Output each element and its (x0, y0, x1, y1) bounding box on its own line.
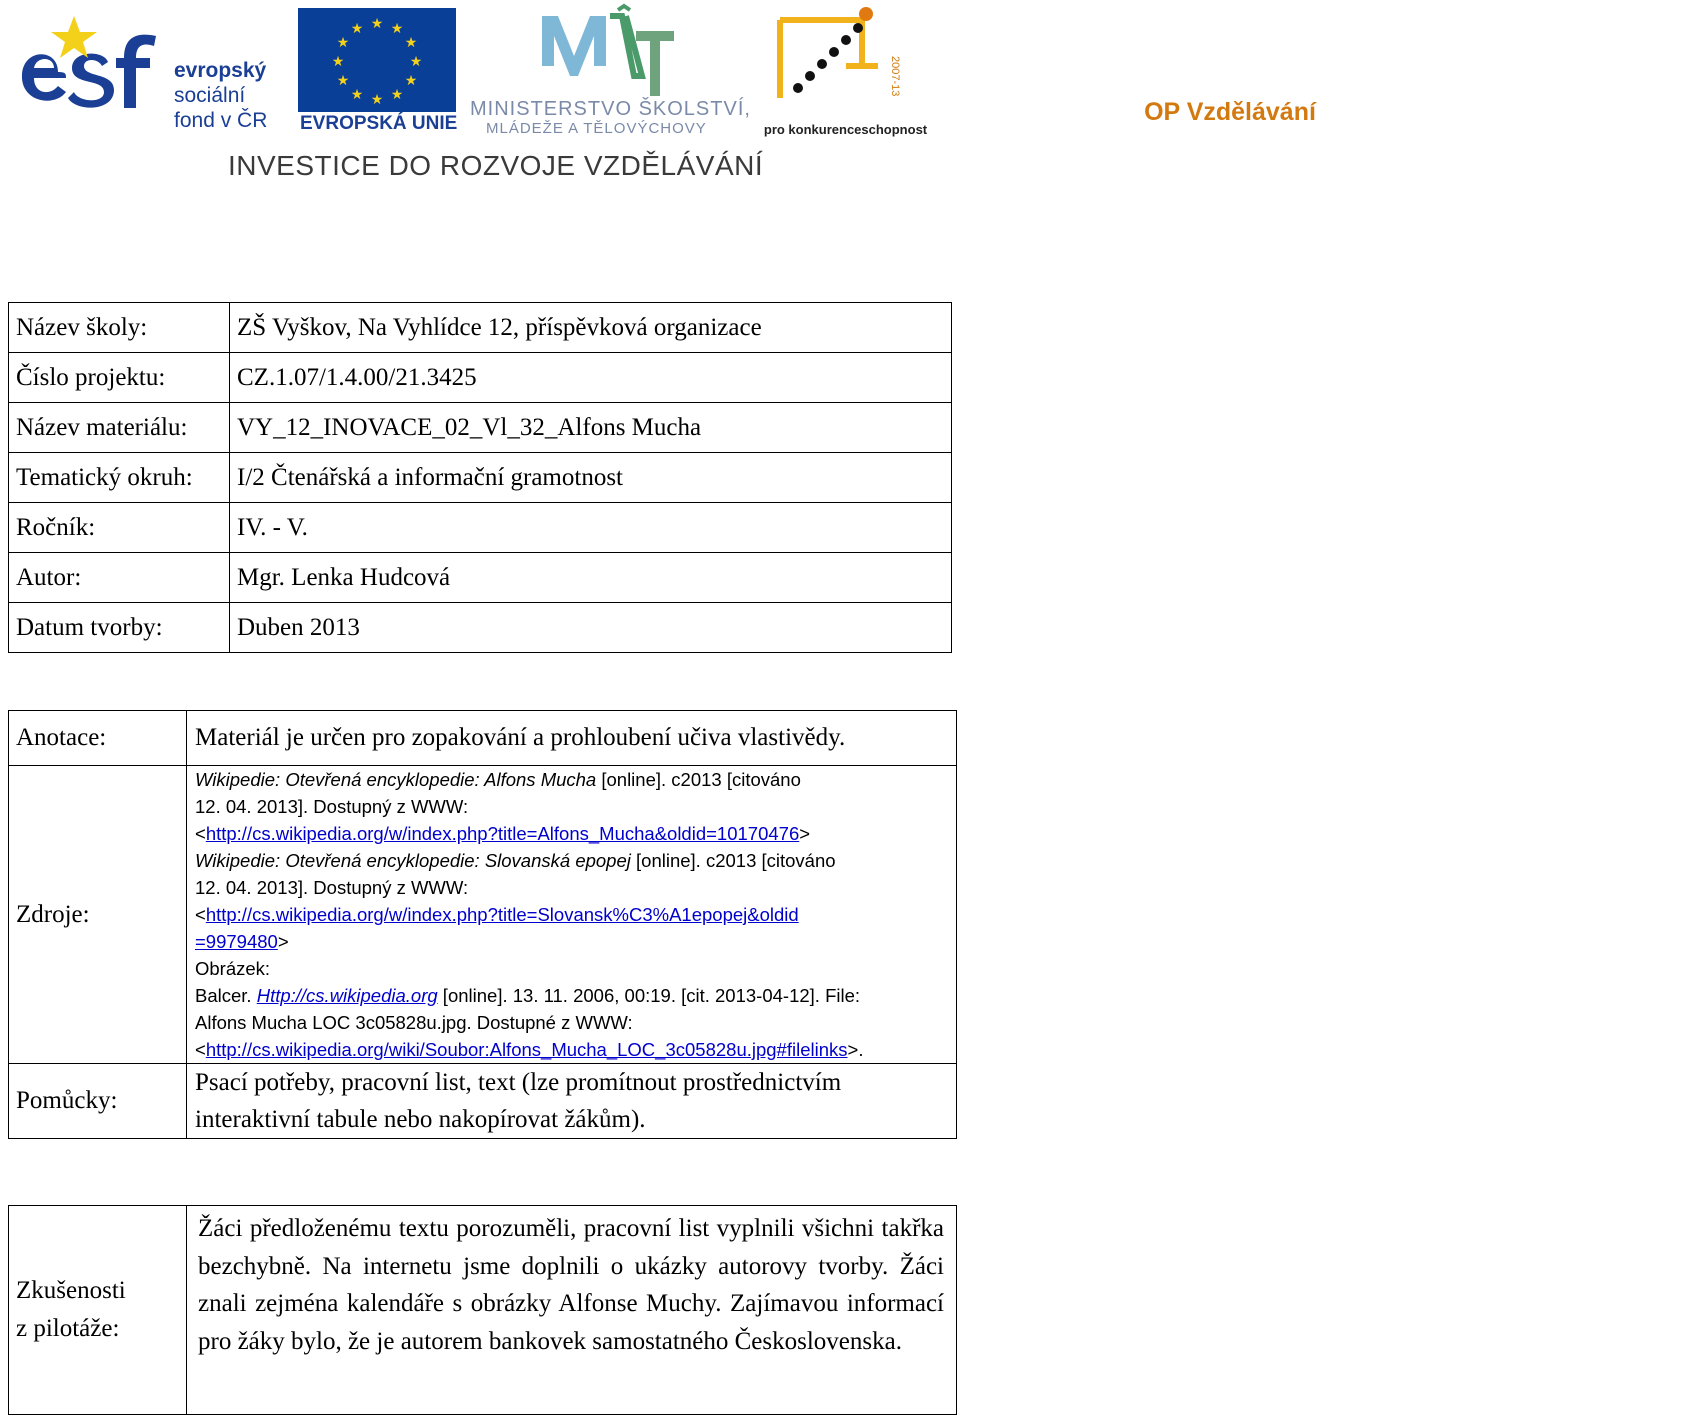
investice-banner-text: INVESTICE DO ROZVOJE VZDĚLÁVÁNÍ (228, 150, 764, 181)
svg-text:★: ★ (336, 74, 350, 89)
esf-line1: evropský (174, 59, 267, 82)
info-row (9, 453, 952, 503)
obrazek-label: Obrázek: (195, 958, 271, 979)
info-row (9, 353, 952, 403)
pilot-value: Žáci předloženému textu porozuměli, pracovní list vyplnili všichni takřka bezchybně. Na internetu jsme doplnili o ukázky autorovy tvorby. Žáci znali zejména kalendáře s obrázky Alfonse Muchy. Zajímavou informací pro žáky bylo, že je autorem bankovek samostatného Československa. (187, 1206, 957, 1415)
source-1-text: [online]. c2013 [citováno (596, 769, 801, 790)
op-logo-icon (770, 6, 900, 102)
svg-text:★: ★ (404, 74, 418, 89)
svg-text:★: ★ (350, 88, 364, 103)
esf-logo-text (174, 58, 267, 133)
svg-text:★: ★ (370, 93, 384, 108)
info-label: Autor: (9, 553, 230, 603)
info-value: VY_12_INOVACE_02_Vl_32_Alfons Mucha (237, 413, 702, 441)
source-2-text: [online]. c2013 [citováno (630, 850, 836, 871)
info-value: CZ.1.07/1.4.00/21.3425 (237, 363, 477, 391)
info-row (9, 603, 952, 653)
eu-flag-icon (298, 8, 456, 112)
svg-text:★: ★ (409, 55, 423, 70)
svg-text:★: ★ (336, 36, 350, 51)
esf-line2: sociální (174, 84, 246, 107)
info-table (8, 302, 952, 653)
zdroje-row (9, 766, 957, 1064)
eu-label: EVROPSKÁ UNIE (300, 113, 458, 134)
info-value: I/2 Čtenářská a informační gramotnost (237, 463, 623, 491)
info-row (9, 403, 952, 453)
source-1-link[interactable]: http://cs.wikipedia.org/w/index.php?title=Alfons_Mucha&oldid=10170476 (205, 823, 800, 844)
svg-text:★: ★ (331, 55, 345, 70)
anotace-value: Materiál je určen pro zopakování a prohloubení učiva vlastivědy. (187, 711, 957, 766)
source-3-text2: Alfons Mucha LOC 3c05828u.jpg. Dostupné z WWW: (195, 1012, 633, 1033)
esf-line3: fond v ČR (174, 109, 268, 132)
pomucky-value: Psací potřeby, pracovní list, text (lze promítnout prostřednictvím interaktivní tabule nebo nakopírovat žákům). (187, 1064, 957, 1139)
source-3: Obrázek: Balcer. Http://cs.wikipedia.org [online]. 13. 11. 2006, 00:19. [cit. 2013-04-12]. File: Alfons Mucha LOC 3c05828u.jpg. Dostupné z WWW: <http://cs.wikipedia.org/wiki/Soubor:Alfons_Mucha_LOC_3c05828u.jpg#filelinks>. (195, 958, 864, 1060)
svg-text:★: ★ (404, 36, 418, 51)
info-label: Název školy: (9, 303, 230, 353)
source-3-link-1[interactable]: Http://cs.wikipedia.org (256, 985, 438, 1006)
esf-logo-icon (14, 12, 164, 132)
source-2: Wikipedie: Otevřená encyklopedie: Slovanská epopej [online]. c2013 [citováno 12. 04. 2013]. Dostupný z WWW: <http://cs.wikipedia.org/w/index.php?title=Slovansk%C3%A1epopej&oldid =9979480> (195, 850, 836, 952)
source-3-author: Balcer. (195, 985, 257, 1006)
info-value: IV. - V. (237, 513, 308, 541)
pilot-label-line2: z pilotáže: (16, 1315, 120, 1342)
op-line2: pro konkurenceschopnost (763, 122, 928, 137)
svg-text:★: ★ (390, 22, 404, 37)
info-label: Ročník: (9, 503, 230, 553)
pilot-row (9, 1206, 957, 1415)
source-2-link-cont[interactable]: =9979480 (195, 931, 278, 952)
pilot-label-line1: Zkušenosti (16, 1277, 126, 1304)
op-years: 2007-13 (889, 56, 901, 97)
source-3-link-2[interactable]: http://cs.wikipedia.org/wiki/Soubor:Alfons_Mucha_LOC_3c05828u.jpg#filelinks (205, 1039, 848, 1060)
source-2-text2: 12. 04. 2013]. Dostupný z WWW: (195, 877, 469, 898)
source-2-title: Wikipedie: Otevřená encyklopedie: Slovanská epopej (195, 850, 631, 871)
op-line1: OP Vzdělávání (1144, 98, 1316, 126)
msmt-line2: MLÁDEŽE A TĚLOVÝCHOVY (486, 120, 707, 137)
info-value: Duben 2013 (237, 613, 360, 641)
info-label: Tematický okruh: (9, 453, 230, 503)
pilot-table (8, 1205, 957, 1415)
zdroje-label: Zdroje: (9, 766, 187, 1064)
pilot-label (9, 1206, 187, 1415)
info-label: Datum tvorby: (9, 603, 230, 653)
msmt-logo-icon (538, 6, 678, 98)
svg-text:★: ★ (370, 17, 384, 32)
info-value: ZŠ Vyškov, Na Vyhlídce 12, příspěvková organizace (237, 313, 762, 341)
source-3-text: [online]. 13. 11. 2006, 00:19. [cit. 2013-04-12]. File: (437, 985, 861, 1006)
source-2-link[interactable]: http://cs.wikipedia.org/w/index.php?title=Slovansk%C3%A1epopej&oldid (205, 904, 799, 925)
details-table (8, 710, 957, 1139)
anotace-label: Anotace: (9, 711, 187, 766)
pomucky-label: Pomůcky: (9, 1064, 187, 1139)
info-row (9, 553, 952, 603)
source-1: Wikipedie: Otevřená encyklopedie: Alfons Mucha [online]. c2013 [citováno 12. 04. 2013]. Dostupný z WWW: <http://cs.wikipedia.org/w/index.php?title=Alfons_Mucha&oldid=10170476> (195, 769, 811, 844)
info-value: Mgr. Lenka Hudcová (237, 563, 451, 591)
pomucky-row (9, 1064, 957, 1139)
source-1-title: Wikipedie: Otevřená encyklopedie: Alfons Mucha (195, 769, 597, 790)
info-row (9, 303, 952, 353)
zdroje-value (187, 766, 957, 1064)
info-label: Číslo projektu: (9, 353, 230, 403)
msmt-line1: MINISTERSTVO ŠKOLSTVÍ, (470, 98, 751, 120)
logo-banner (0, 0, 1316, 190)
info-label: Název materiálu: (9, 403, 230, 453)
svg-text:★: ★ (390, 88, 404, 103)
info-row (9, 503, 952, 553)
source-1-text2: 12. 04. 2013]. Dostupný z WWW: (195, 796, 469, 817)
svg-text:★: ★ (350, 22, 364, 37)
anotace-row (9, 711, 957, 766)
op-logo-text (758, 98, 1316, 138)
